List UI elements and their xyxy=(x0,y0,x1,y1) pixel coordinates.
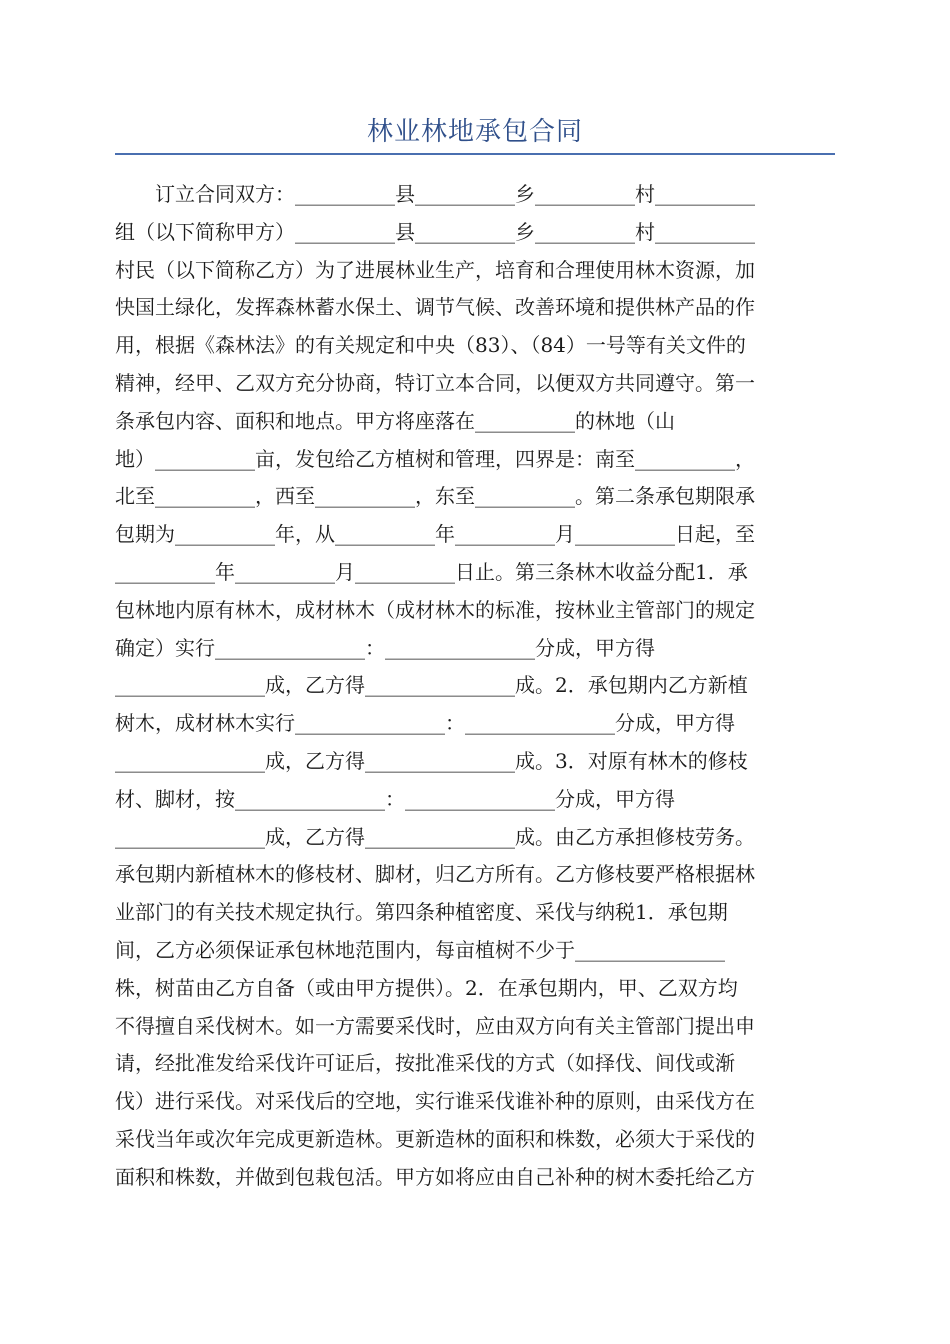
document-body xyxy=(115,176,835,1197)
body-line: _______________成，乙方得_______________成。由乙方承担修枝劳务。 xyxy=(115,824,755,849)
body-line: 伐）进行采伐。对采伐后的空地，实行谁采伐谁补种的原则，由采伐方在 xyxy=(115,1089,755,1114)
body-line: 订立合同双方：__________县__________乡__________村__________ xyxy=(115,182,755,206)
body-line: 株，树苗由乙方自备（或由甲方提供）。2．在承包期内，甲、乙双方均 xyxy=(115,975,738,1000)
body-line: 村民（以下简称乙方）为了进展林业生产，培育和合理使用林木资源，加 xyxy=(115,257,755,282)
body-line: 地）__________亩，发包给乙方植树和管理，四界是：南至__________， xyxy=(115,446,755,471)
body-line: 精神，经甲、乙双方充分协商，特订立本合同，以便双方共同遵守。第一 xyxy=(115,370,755,395)
body-line: _______________成，乙方得_______________成。2．承包期内乙方新植 xyxy=(115,673,748,698)
body-line: 不得擅自采伐树木。如一方需要采伐时，应由双方向有关主管部门提出申 xyxy=(115,1013,755,1038)
body-line: 快国土绿化，发挥森林蓄水保土、调节气候、改善环境和提供林产品的作 xyxy=(115,295,755,320)
body-line: 业部门的有关技术规定执行。第四条种植密度、采伐与纳税1．承包期 xyxy=(115,900,728,925)
body-line: 面积和株数，并做到包栽包活。甲方如将应由自己补种的树木委托给乙方 xyxy=(115,1164,755,1189)
body-line: 间，乙方必须保证承包林地范围内，每亩植树不少于_______________ xyxy=(115,937,725,962)
body-line: 组（以下简称甲方）__________县__________乡__________村__________ xyxy=(115,219,755,244)
body-line: 用，根据《森林法》的有关规定和中央（83）、（84）一号等有关文件的 xyxy=(115,333,746,358)
body-line: 条承包内容、面积和地点。甲方将座落在__________的林地（山 xyxy=(115,408,675,433)
body-line: _______________成，乙方得_______________成。3．对原有林木的修枝 xyxy=(115,748,748,773)
body-line: 树木，成材林木实行_______________：_______________分成，甲方得 xyxy=(115,711,735,736)
body-line: 承包期内新植林木的修枝材、脚材，归乙方所有。乙方修枝要严格根据林 xyxy=(115,862,755,887)
body-line: 确定）实行_______________：_______________分成，甲方得 xyxy=(115,635,655,660)
body-line: 采伐当年或次年完成更新造林。更新造林的面积和株数，必须大于采伐的 xyxy=(115,1126,755,1151)
body-line: 北至__________，西至__________，东至__________。第二条承包期限承 xyxy=(115,484,755,509)
body-line: 包期为__________年，从__________年__________月__________日起，至 xyxy=(115,522,755,547)
body-line: __________年__________月__________日止。第三条林木收益分配1．承 xyxy=(115,559,748,584)
body-line: 请，经批准发给采伐许可证后，按批准采伐的方式（如择伐、间伐或渐 xyxy=(115,1051,735,1076)
document-title: 林业林地承包合同 xyxy=(366,117,583,147)
title-underline xyxy=(115,153,835,155)
body-line: 材、脚材，按_______________：_______________分成，甲方得 xyxy=(115,786,675,811)
body-line: 包林地内原有林木，成材林木（成材林木的标准，按林业主管部门的规定 xyxy=(115,597,755,622)
